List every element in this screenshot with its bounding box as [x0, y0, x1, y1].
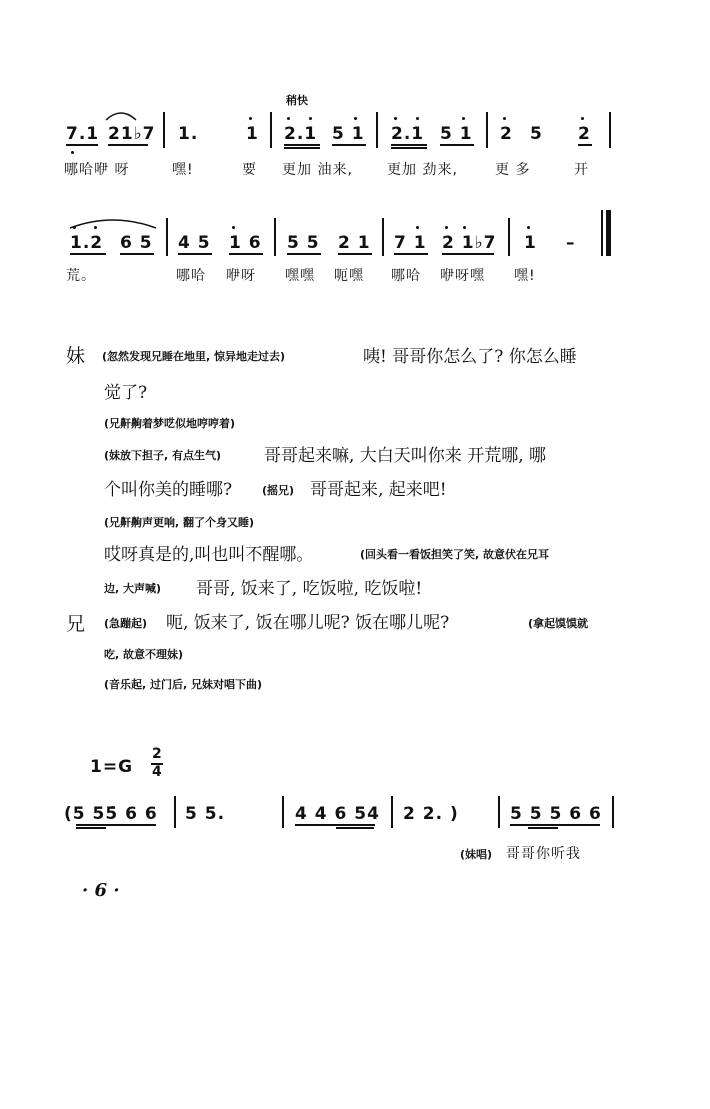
beam-line: [510, 824, 600, 826]
dialogue-line: 哥哥, 饭来了, 吃饭啦, 吃饭啦!: [196, 579, 423, 599]
stage-direction: (音乐起, 过门后, 兄妹对唱下曲): [104, 678, 263, 691]
octave-dot: [71, 151, 74, 154]
lyric: 呃嘿: [334, 268, 364, 284]
lyric: 咿呀: [226, 268, 256, 284]
dialogue-line: 呃, 饭来了, 饭在哪儿呢? 饭在哪儿呢?: [166, 613, 450, 633]
key-signature: 1=G: [90, 757, 134, 777]
beam-line: [391, 144, 427, 146]
note-group: 2 2. ): [403, 804, 459, 824]
beam-line: [528, 827, 558, 829]
beam-line: [394, 253, 428, 255]
stage-direction: (摇兄): [262, 484, 295, 497]
barline: [163, 112, 165, 148]
note-group: 2 1: [338, 233, 371, 253]
dialogue-line: 哎呀真是的,叫也叫不醒哪。: [104, 545, 314, 565]
beam-line: [391, 147, 427, 149]
note-group: 5 5.: [185, 804, 226, 824]
lyric: 开: [574, 162, 589, 178]
note-group: 1: [524, 233, 537, 253]
stage-direction: (兄鼾齁着梦呓似地哼哼着): [104, 417, 236, 430]
note-group: 2.1: [391, 124, 425, 144]
lyric: 更 多: [495, 162, 531, 178]
dialogue-line: 觉了?: [104, 383, 148, 403]
stage-direction: (急蹦起): [104, 617, 148, 630]
barline: [282, 796, 284, 828]
octave-dot: [394, 117, 397, 120]
lyric: 更加 劲来,: [387, 162, 458, 178]
octave-dot: [581, 117, 584, 120]
beam-line: [440, 144, 474, 146]
octave-dot: [287, 117, 290, 120]
octave-dot: [232, 226, 235, 229]
final-barline-thin: [601, 210, 603, 256]
lyric: 要: [242, 162, 257, 178]
note-group: 6 5: [120, 233, 153, 253]
note-group: 5 5 5 6 6: [510, 804, 602, 824]
beam-line: [284, 147, 320, 149]
slur-mark: [104, 108, 138, 122]
stage-direction: (妹放下担子, 有点生气): [104, 449, 222, 462]
dialogue-line: 哥哥起来, 起来吧!: [310, 480, 447, 500]
time-signature-bottom: 4: [152, 764, 163, 780]
barline: [609, 112, 611, 148]
note-group: 2: [578, 124, 591, 144]
note-group: 4 4 6 54: [295, 804, 380, 824]
beam-line: [442, 253, 494, 255]
beam-line: [229, 253, 263, 255]
note-group: 5 1: [332, 124, 365, 144]
lyric: 更加 油来,: [282, 162, 353, 178]
beam-line: [70, 253, 106, 255]
dialogue-line: 咦! 哥哥你怎么了? 你怎么睡: [363, 347, 577, 367]
beam-line: [332, 144, 366, 146]
beam-line: [295, 824, 375, 826]
note-group: 1 6: [229, 233, 262, 253]
beam-line: [284, 144, 320, 146]
octave-dot: [309, 117, 312, 120]
beam-line: [287, 253, 321, 255]
note-group: 4 5: [178, 233, 211, 253]
stage-direction: (拿起馍馍就: [528, 617, 589, 630]
lyric: 嘿!: [514, 268, 536, 284]
lyric: 哪哈: [391, 268, 421, 284]
stage-direction: 边, 大声喊): [104, 582, 162, 595]
note-group: 1.: [178, 124, 199, 144]
barline: [612, 796, 614, 828]
lyric: 咿呀嘿: [440, 268, 485, 284]
role-name-xiong: 兄: [66, 613, 86, 635]
beam-line: [108, 144, 148, 146]
stage-direction: 吃, 故意不理妹): [104, 648, 184, 661]
lyric: 哪哈咿 呀: [64, 162, 130, 178]
tempo-marking: 稍快: [286, 94, 308, 107]
octave-dot: [94, 226, 97, 229]
lyric: 哥哥你听我: [506, 846, 581, 862]
note-group: 5: [530, 124, 543, 144]
octave-dot: [416, 226, 419, 229]
time-signature-top: 2: [152, 746, 163, 762]
octave-dot: [354, 117, 357, 120]
note-group: 7.1: [66, 124, 100, 144]
note-group: 1: [246, 124, 259, 144]
beam-line: [178, 253, 212, 255]
octave-dot: [73, 226, 76, 229]
lyric: 嘿!: [172, 162, 194, 178]
octave-dot: [249, 117, 252, 120]
beam-line: [66, 144, 98, 146]
note-group: 5 1: [440, 124, 473, 144]
stage-direction: (忽然发现兄睡在地里, 惊异地走过去): [102, 350, 286, 363]
slur-mark: [68, 216, 158, 230]
note-group: 2.1: [284, 124, 318, 144]
page-number: · 6 ·: [82, 880, 120, 901]
note-group: –: [566, 233, 576, 253]
lyric: 嘿嘿: [285, 268, 315, 284]
dialogue-line: 哥哥起来嘛, 大白天叫你来 开荒哪, 哪: [264, 446, 547, 466]
barline: [270, 112, 272, 148]
stage-direction: (兄鼾齁声更响, 翻了个身又睡): [104, 516, 255, 529]
barline: [376, 112, 378, 148]
note-group: 7 1: [394, 233, 427, 253]
beam-line: [76, 824, 156, 826]
barline: [274, 218, 276, 256]
octave-dot: [416, 117, 419, 120]
note-group: 2 1♭7: [442, 233, 497, 253]
barline: [382, 218, 384, 256]
octave-dot: [503, 117, 506, 120]
barline: [486, 112, 488, 148]
barline: [166, 218, 168, 256]
final-barline-thick: [606, 210, 611, 256]
octave-dot: [527, 226, 530, 229]
barline: [498, 796, 500, 828]
stage-direction: (回头看一看饭担笑了笑, 故意伏在兄耳: [360, 548, 550, 561]
barline: [174, 796, 176, 828]
barline: [391, 796, 393, 828]
beam-line: [336, 827, 374, 829]
note-group: 5 5: [287, 233, 320, 253]
lyric: 哪哈: [176, 268, 206, 284]
note-group: 21♭7: [108, 124, 156, 144]
note-group: 2: [500, 124, 513, 144]
barline: [508, 218, 510, 256]
lyric: 荒。: [66, 268, 96, 284]
role-name-mei: 妹: [66, 345, 86, 367]
beam-line: [578, 144, 592, 146]
octave-dot: [462, 117, 465, 120]
dialogue-line: 个叫你美的睡哪?: [104, 480, 233, 500]
note-group: (5 55̇ 6 6: [64, 804, 158, 824]
octave-dot: [445, 226, 448, 229]
beam-line: [76, 827, 106, 829]
octave-dot: [463, 226, 466, 229]
singer-label: (妹唱): [460, 848, 493, 861]
beam-line: [338, 253, 372, 255]
note-group: 1.2: [70, 233, 104, 253]
beam-line: [120, 253, 154, 255]
